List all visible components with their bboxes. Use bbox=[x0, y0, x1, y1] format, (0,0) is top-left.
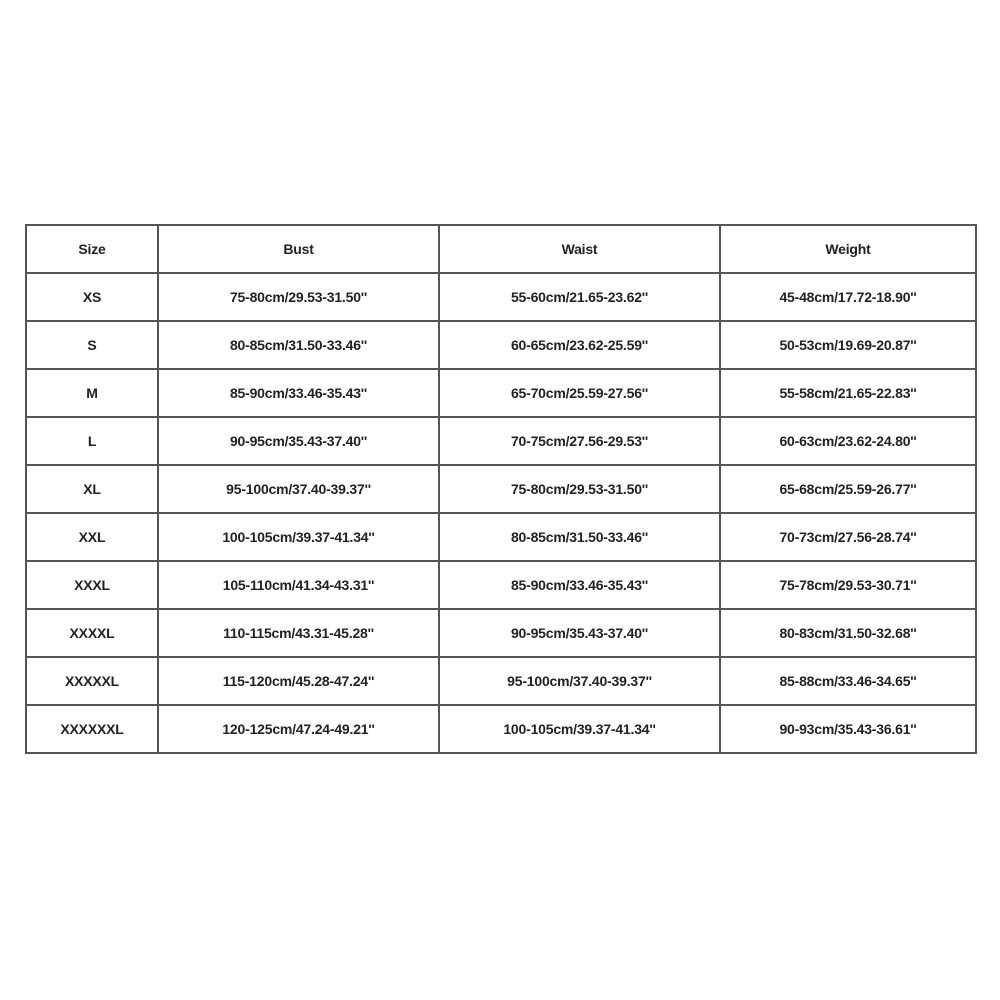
cell-waist: 90-95cm/35.43-37.40'' bbox=[439, 609, 720, 657]
table-row bbox=[26, 417, 976, 465]
table-body bbox=[26, 273, 976, 753]
cell-size: XXXXL bbox=[26, 609, 158, 657]
table-row bbox=[26, 273, 976, 321]
cell-size: XS bbox=[26, 273, 158, 321]
cell-size: XL bbox=[26, 465, 158, 513]
cell-waist: 55-60cm/21.65-23.62'' bbox=[439, 273, 720, 321]
cell-bust: 95-100cm/37.40-39.37'' bbox=[158, 465, 439, 513]
cell-waist: 70-75cm/27.56-29.53'' bbox=[439, 417, 720, 465]
cell-waist: 60-65cm/23.62-25.59'' bbox=[439, 321, 720, 369]
cell-weight: 45-48cm/17.72-18.90'' bbox=[720, 273, 976, 321]
table-row bbox=[26, 609, 976, 657]
cell-bust: 120-125cm/47.24-49.21'' bbox=[158, 705, 439, 753]
cell-weight: 50-53cm/19.69-20.87'' bbox=[720, 321, 976, 369]
cell-size: XXXXXXL bbox=[26, 705, 158, 753]
table-row bbox=[26, 369, 976, 417]
cell-waist: 85-90cm/33.46-35.43'' bbox=[439, 561, 720, 609]
cell-waist: 75-80cm/29.53-31.50'' bbox=[439, 465, 720, 513]
cell-waist: 95-100cm/37.40-39.37'' bbox=[439, 657, 720, 705]
cell-weight: 65-68cm/25.59-26.77'' bbox=[720, 465, 976, 513]
header-weight: Weight bbox=[720, 225, 976, 273]
table-row bbox=[26, 705, 976, 753]
cell-bust: 115-120cm/45.28-47.24'' bbox=[158, 657, 439, 705]
cell-waist: 80-85cm/31.50-33.46'' bbox=[439, 513, 720, 561]
cell-weight: 60-63cm/23.62-24.80'' bbox=[720, 417, 976, 465]
size-chart-table bbox=[25, 224, 977, 754]
table-header bbox=[26, 225, 976, 273]
header-row bbox=[26, 225, 976, 273]
cell-waist: 100-105cm/39.37-41.34'' bbox=[439, 705, 720, 753]
cell-weight: 70-73cm/27.56-28.74'' bbox=[720, 513, 976, 561]
cell-size: XXXL bbox=[26, 561, 158, 609]
cell-size: XXXXXL bbox=[26, 657, 158, 705]
cell-size: S bbox=[26, 321, 158, 369]
cell-weight: 55-58cm/21.65-22.83'' bbox=[720, 369, 976, 417]
header-bust: Bust bbox=[158, 225, 439, 273]
cell-bust: 85-90cm/33.46-35.43'' bbox=[158, 369, 439, 417]
cell-size: M bbox=[26, 369, 158, 417]
cell-weight: 75-78cm/29.53-30.71'' bbox=[720, 561, 976, 609]
table-row bbox=[26, 321, 976, 369]
table-row bbox=[26, 465, 976, 513]
cell-size: L bbox=[26, 417, 158, 465]
table-row bbox=[26, 657, 976, 705]
cell-weight: 80-83cm/31.50-32.68'' bbox=[720, 609, 976, 657]
table-row bbox=[26, 513, 976, 561]
cell-weight: 85-88cm/33.46-34.65'' bbox=[720, 657, 976, 705]
table-row bbox=[26, 561, 976, 609]
cell-bust: 80-85cm/31.50-33.46'' bbox=[158, 321, 439, 369]
header-waist: Waist bbox=[439, 225, 720, 273]
cell-bust: 100-105cm/39.37-41.34'' bbox=[158, 513, 439, 561]
cell-bust: 75-80cm/29.53-31.50'' bbox=[158, 273, 439, 321]
cell-size: XXL bbox=[26, 513, 158, 561]
cell-bust: 110-115cm/43.31-45.28'' bbox=[158, 609, 439, 657]
cell-weight: 90-93cm/35.43-36.61'' bbox=[720, 705, 976, 753]
cell-bust: 105-110cm/41.34-43.31'' bbox=[158, 561, 439, 609]
header-size: Size bbox=[26, 225, 158, 273]
cell-bust: 90-95cm/35.43-37.40'' bbox=[158, 417, 439, 465]
cell-waist: 65-70cm/25.59-27.56'' bbox=[439, 369, 720, 417]
